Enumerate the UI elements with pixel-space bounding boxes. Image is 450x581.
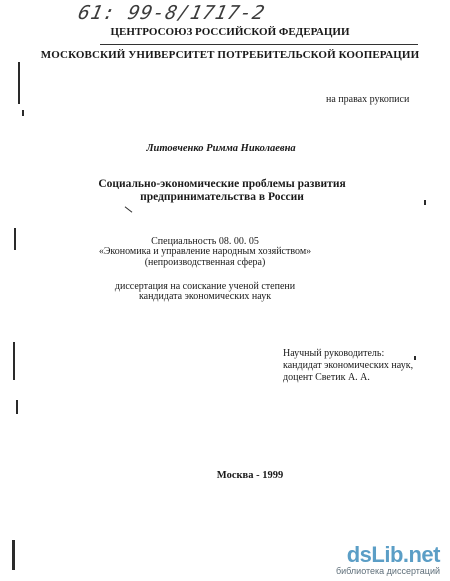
handwritten-archive-code: 61: 99-8/1717-2 [76,2,268,24]
scan-mark-left-6 [12,540,15,570]
scan-mark-left-3 [14,228,16,250]
supervisor-degree: кандидат экономических наук, [283,360,414,371]
specialty-name: «Экономика и управление народным хозяйством» [98,246,312,257]
supervisor-label: Научный руководитель: [283,348,385,359]
organization-line-2: МОСКОВСКИЙ УНИВЕРСИТЕТ ПОТРЕБИТЕЛЬСКОЙ КООПЕРАЦИИ [40,49,420,61]
author-name: Литовченко Римма Николаевна [146,143,296,154]
scan-mark-tick [125,206,133,212]
degree-line-2: кандидата экономических наук [138,291,272,302]
specialty-sphere: (непроизводственная сфера) [144,257,266,268]
dissertation-title-line-1: Социально-экономические проблемы развития [98,178,346,190]
degree-line-1: диссертация на соискание ученой степени [114,281,296,292]
scan-mark-left-1 [18,62,20,104]
scan-mark-right-2 [414,356,416,360]
scan-mark-left-5 [16,400,18,414]
city-year: Москва - 1999 [216,470,284,481]
scan-mark-left-2 [22,110,24,116]
watermark-subtitle: библиотека диссертаций [335,566,440,576]
specialty-code: Специальность 08. 00. 05 [151,236,259,247]
header-divider [100,44,418,45]
watermark [336,542,440,576]
supervisor-name: доцент Светик А. А. [283,372,370,383]
dissertation-title-line-2: предпринимательства в России [140,191,304,203]
manuscript-rights-label: на правах рукописи [326,94,410,105]
scan-mark-right [424,200,426,205]
organization-line-1: ЦЕНТРОСОЮЗ РОССИЙСКОЙ ФЕДЕРАЦИИ [110,26,350,38]
scan-mark-left-4 [13,342,15,380]
watermark-logo: dsLib.net [346,542,440,567]
